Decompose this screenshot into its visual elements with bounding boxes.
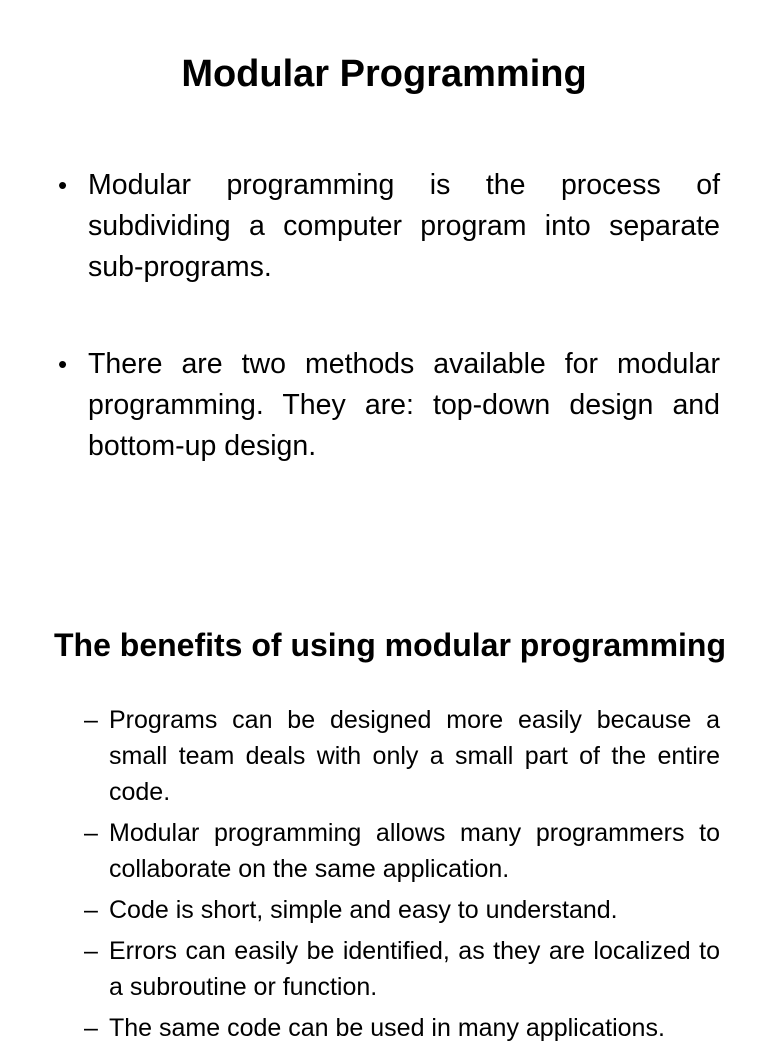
bullet-item (58, 165, 720, 288)
benefit-item (84, 933, 720, 1005)
benefit-text: The same code can be used in many applications. (109, 1014, 665, 1042)
benefits-list (84, 702, 720, 1046)
benefits-heading: The benefits of using modular programming (53, 627, 727, 663)
dash-marker: – (84, 937, 98, 965)
bullet-marker: • (58, 170, 68, 200)
bullet-item (58, 344, 720, 467)
slide-title: Modular Programming (181, 53, 587, 95)
benefit-text: Modular programming allows many programmers to collaborate on the same application. (109, 819, 720, 883)
bullet-marker: • (58, 349, 68, 379)
dash-marker: – (84, 706, 98, 734)
dash-marker: – (84, 896, 98, 924)
bullet-text: There are two methods available for modular programming. They are: top-down design and bottom-up design. (88, 348, 720, 462)
benefit-item (84, 892, 720, 928)
dash-marker: – (84, 1014, 98, 1042)
benefit-text: Errors can easily be identified, as they are localized to a subroutine or function. (109, 937, 720, 1001)
benefit-item (84, 1010, 720, 1046)
dash-marker: – (84, 819, 98, 847)
benefit-item (84, 702, 720, 810)
benefit-item (84, 815, 720, 887)
benefit-text: Code is short, simple and easy to understand. (109, 896, 618, 924)
benefit-text: Programs can be designed more easily because a small team deals with only a small part of the entire code. (109, 706, 720, 806)
intro-bullet-list (58, 165, 720, 467)
bullet-text: Modular programming is the process of subdividing a computer program into separate sub-programs. (88, 169, 720, 283)
